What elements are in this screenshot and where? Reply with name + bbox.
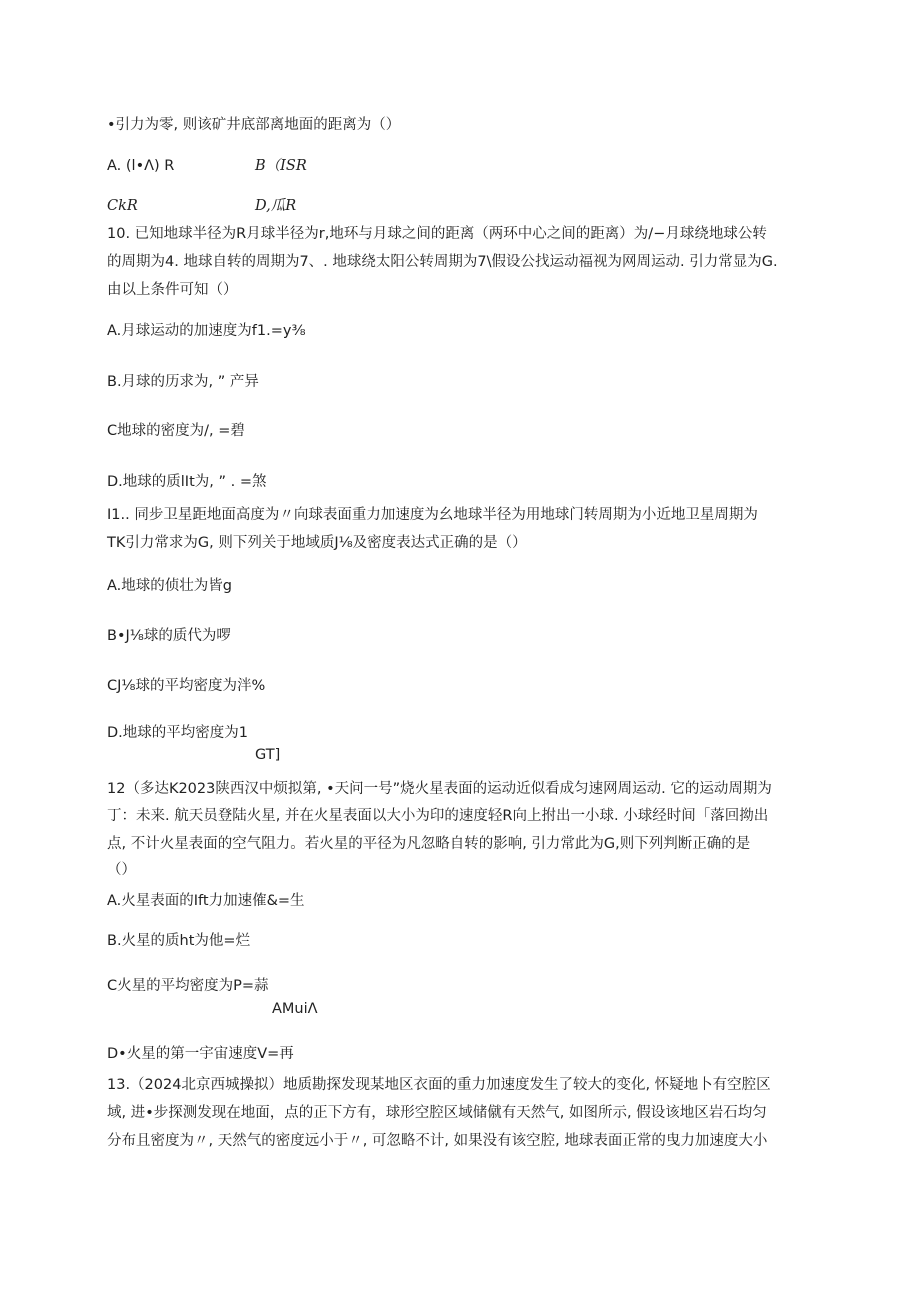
option-10b: B.月球的历求为, ” 产异 bbox=[107, 374, 259, 390]
option-9c: CkR bbox=[107, 198, 138, 214]
question-9-stem-tail: •引力为零, 则该矿井底部离地面的距离为（） bbox=[107, 117, 401, 133]
option-12a: A.火星表面的Ift力加速傕&=生 bbox=[107, 893, 305, 909]
option-9a: A. (l•Λ) R bbox=[107, 158, 175, 174]
question-13-line-3: 分布且密度为〃, 天然气的密度远小于〃, 可忽略不计, 如果没有该空腔, 地球表面正常的曳力加速度大小 bbox=[107, 1133, 768, 1149]
option-12c: C火星的平均密度为P=蒜 bbox=[107, 978, 269, 994]
option-11c: CJ⅛球的平均密度为泮% bbox=[107, 678, 266, 694]
question-10-line-3: 由以上条件可知（） bbox=[107, 282, 238, 298]
question-12-line-1: 12（多达K2023陕西汉中烦拟第, •天问一号”烧火星表面的运动近似看成匀速网周运动. 它的运动周期为 bbox=[107, 781, 772, 797]
option-12d: D•火星的第一宇宙速度V=再 bbox=[107, 1046, 294, 1062]
option-11b: B•J⅛球的质代为啰 bbox=[107, 628, 231, 644]
question-13-line-2: 域, 进•步探测发现在地面，点的正下方有，球形空腔区域储僦有天然气, 如图所示, 假设该地区岩石均匀 bbox=[107, 1105, 767, 1121]
question-12-line-4: （） bbox=[107, 862, 136, 878]
option-12b: B.火星的质ht为他=烂 bbox=[107, 933, 251, 949]
question-10-line-1: 10. 已知地球半径为R月球半径为r,地环与月球之间的距离（两环中心之间的距离）为/−月球绕地球公转 bbox=[107, 226, 767, 242]
question-10-line-2: 的周期为4. 地球自转的周期为7、. 地球绕太阳公转周期为7\假设公找运动福视为网周运动. 引力常显为G. bbox=[107, 254, 778, 270]
option-11d: D.地球的平均密度为1 bbox=[107, 725, 248, 741]
question-11-line-1: I1.. 同步卫星距地面高度为〃向球表面重力加速度为幺地球半径为用地球门转周期为小近地卫星周期为 bbox=[107, 507, 758, 523]
option-9d: D,瓜R bbox=[255, 198, 297, 214]
option-9b: B（ISR bbox=[255, 158, 307, 174]
option-12c-denominator: AMuiΛ bbox=[272, 1001, 318, 1017]
question-11-line-2: TK引力常求为G, 则下列关于地域质J⅛及密度表达式正确的是（） bbox=[107, 535, 527, 551]
option-10d: D.地球的质lIt为, ” . =煞 bbox=[107, 474, 267, 490]
option-11d-denominator: GT] bbox=[255, 747, 281, 763]
option-10a: A.月球运动的加速度为f1.=y⅜ bbox=[107, 323, 306, 339]
question-12-line-2: 丁：未来. 航天员登陆火星, 并在火星表面以大小为印的速度轻R向上拊出一小球. 小球经时间「落回拗出 bbox=[107, 808, 769, 824]
question-13-line-1: 13.（2024北京西城操拟）地质勘探发现某地区衣面的重力加速度发生了较大的变化, 怀疑地卜有空腔区 bbox=[107, 1077, 771, 1093]
option-10c: C地球的密度为/, =碧 bbox=[107, 423, 245, 439]
option-11a: A.地球的侦壮为皆g bbox=[107, 578, 232, 594]
question-12-line-3: 点, 不计火星表面的空气阻力。若火星的平径为凡忽略自转的影响, 引力常此为G,则下列判断正确的是 bbox=[107, 836, 751, 852]
